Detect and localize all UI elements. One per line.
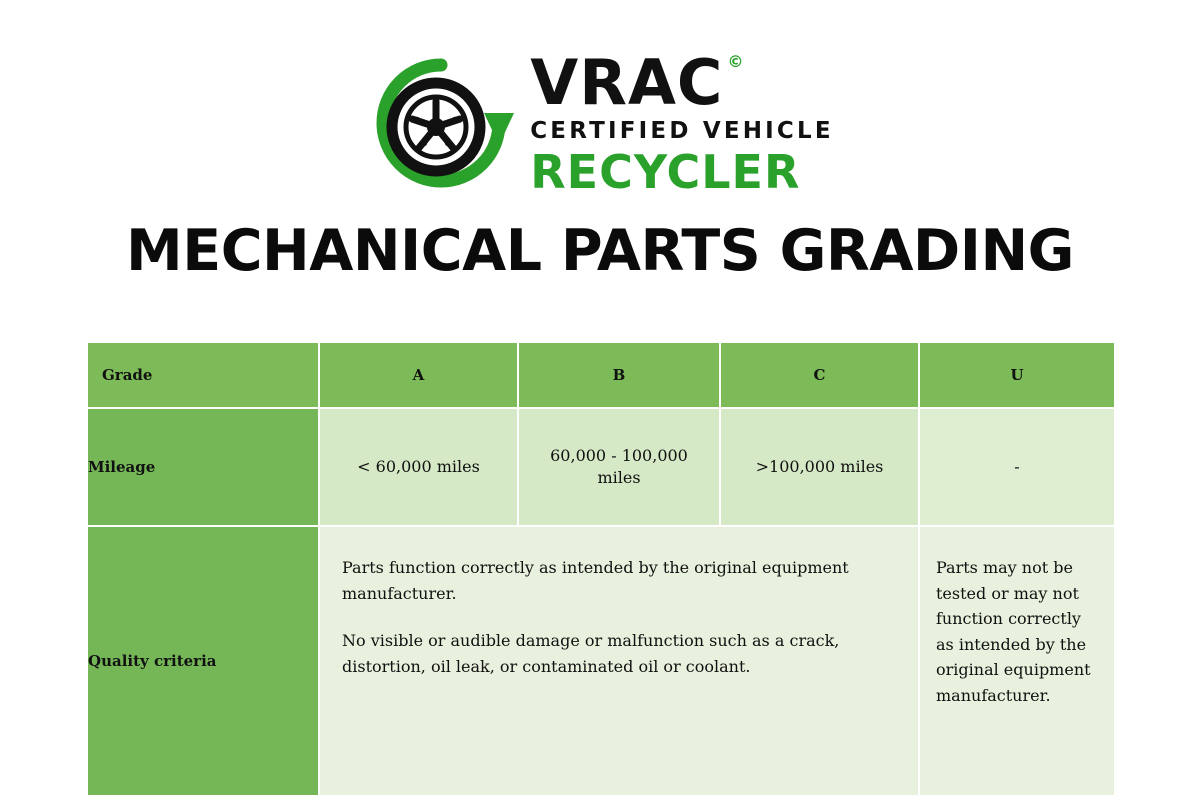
logo-brand: VRAC (530, 45, 724, 119)
logo-wordmark (530, 45, 834, 199)
header-grade-c: C (720, 342, 919, 408)
header-grade-label: Grade (87, 342, 319, 408)
mileage-grade-u: - (919, 408, 1115, 526)
header-grade-a: A (319, 342, 518, 408)
page-title: MECHANICAL PARTS GRADING (126, 218, 1074, 284)
table-row-quality-criteria (87, 526, 1115, 796)
mileage-grade-a: < 60,000 miles (319, 408, 518, 526)
quality-criteria-paragraph-1: Parts function correctly as intended by the original equipment manufacturer. (342, 558, 849, 603)
vrac-logo (0, 45, 1200, 199)
quality-criteria-paragraph-2: No visible or audible damage or malfunction such as a crack, distortion, oil leak, or contaminated oil or coolant. (342, 631, 840, 676)
logo-tagline: CERTIFIED VEHICLE (530, 117, 834, 144)
table-header-row (87, 342, 1115, 408)
table-row-mileage (87, 408, 1115, 526)
recycling-wheel-icon (366, 53, 516, 193)
mileage-grade-c: >100,000 miles (720, 408, 919, 526)
logo-brand-row (530, 45, 745, 119)
row-label-mileage: Mileage (87, 408, 319, 526)
row-label-quality-criteria: Quality criteria (87, 526, 319, 796)
mechanical-parts-grading-table (86, 341, 1116, 797)
registered-mark-icon: © (727, 51, 745, 71)
mileage-grade-b: 60,000 - 100,000 miles (518, 408, 720, 526)
header-grade-u: U (919, 342, 1115, 408)
logo-inner (366, 45, 834, 199)
logo-recycler-word: RECYCLER (530, 144, 801, 199)
quality-criteria-u: Parts may not be tested or may not function correctly as intended by the original equipment manufacturer. (919, 526, 1115, 796)
quality-criteria-abc (319, 526, 919, 796)
header-grade-b: B (518, 342, 720, 408)
